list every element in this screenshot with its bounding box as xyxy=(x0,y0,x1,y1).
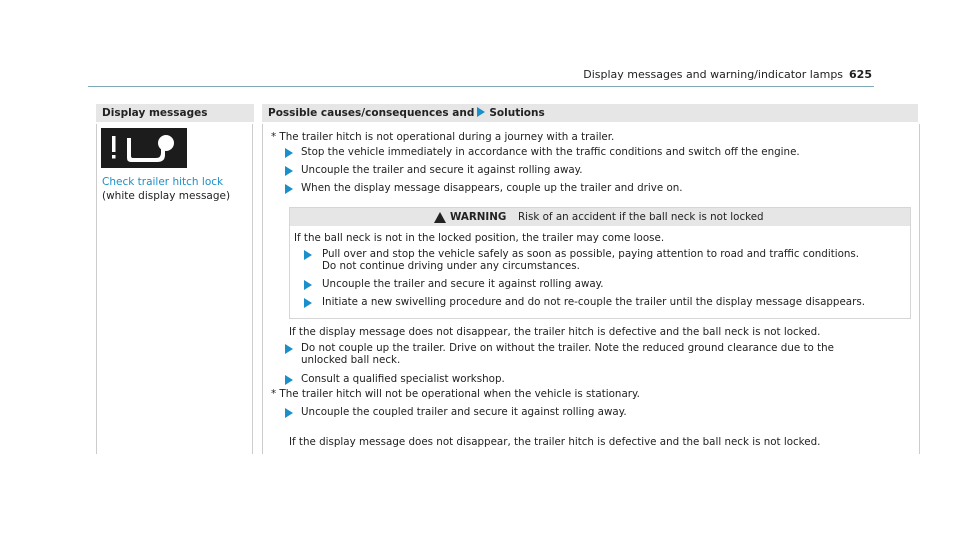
page-number: 625 xyxy=(849,68,872,81)
solution-6: Uncouple the coupled trailer and secure it against rolling away. xyxy=(301,406,627,418)
solution-5: Consult a qualified specialist workshop. xyxy=(301,373,505,385)
causes-column-label: Possible causes/consequences and xyxy=(268,107,475,119)
bullet-arrow-icon xyxy=(285,184,293,194)
paragraph-1: If the display message does not disappear, the trailer hitch is defective and the ball neck is not locked. xyxy=(289,326,821,338)
solution-4: Do not couple up the trailer. Drive on without the trailer. Note the reduced ground clearance due to the xyxy=(301,342,834,354)
solutions-label: Solutions xyxy=(489,107,545,119)
bullet-arrow-icon xyxy=(304,250,312,260)
cause-1: * The trailer hitch is not operational during a journey with a trailer. xyxy=(271,131,615,143)
solution-3: When the display message disappears, couple up the trailer and drive on. xyxy=(301,182,683,194)
solution-2: Uncouple the trailer and secure it against rolling away. xyxy=(301,164,583,176)
warning-header xyxy=(290,208,910,226)
cause-2: * The trailer hitch will not be operational when the vehicle is stationary. xyxy=(271,388,640,400)
bullet-arrow-icon xyxy=(304,298,312,308)
header-title: Display messages and warning/indicator lamps xyxy=(583,68,844,81)
warning-bullet-1-cont: Do not continue driving under any circumstances. xyxy=(322,260,580,272)
causes-solutions-column xyxy=(262,124,920,454)
warning-bullet-1: Pull over and stop the vehicle safely as soon as possible, paying attention to road and traffic conditions. xyxy=(322,248,860,260)
display-column-header xyxy=(96,104,254,122)
warning-triangle-icon xyxy=(434,212,446,223)
bullet-arrow-icon xyxy=(304,280,312,290)
warning-box xyxy=(289,207,911,319)
bullet-arrow-icon xyxy=(285,148,293,158)
message-label: Check trailer hitch lock xyxy=(102,176,224,188)
warning-title: WARNING xyxy=(450,211,507,223)
header-divider xyxy=(88,86,874,87)
bullet-arrow-icon xyxy=(285,375,293,385)
page-header xyxy=(583,68,872,81)
warning-intro: If the ball neck is not in the locked position, the trailer may come loose. xyxy=(294,232,665,244)
solution-1: Stop the vehicle immediately in accordance with the traffic conditions and switch off the engine. xyxy=(301,146,800,158)
solution-4-cont: unlocked ball neck. xyxy=(301,354,401,366)
causes-column-header xyxy=(262,104,918,122)
arrow-icon xyxy=(477,107,485,117)
warning-bullet-3: Initiate a new swivelling procedure and do not re-couple the trailer until the display message disappears. xyxy=(322,296,865,308)
display-message-column xyxy=(96,124,253,454)
bullet-arrow-icon xyxy=(285,408,293,418)
bullet-arrow-icon xyxy=(285,166,293,176)
warning-bullet-2: Uncouple the trailer and secure it against rolling away. xyxy=(322,278,604,290)
paragraph-2: If the display message does not disappear, the trailer hitch is defective and the ball neck is not locked. xyxy=(289,436,821,448)
trailer-hitch-icon xyxy=(101,128,187,168)
warning-message: Risk of an accident if the ball neck is not locked xyxy=(518,211,764,223)
display-column-label: Display messages xyxy=(102,107,208,119)
message-subtitle: (white display message) xyxy=(102,190,231,202)
bullet-arrow-icon xyxy=(285,344,293,354)
